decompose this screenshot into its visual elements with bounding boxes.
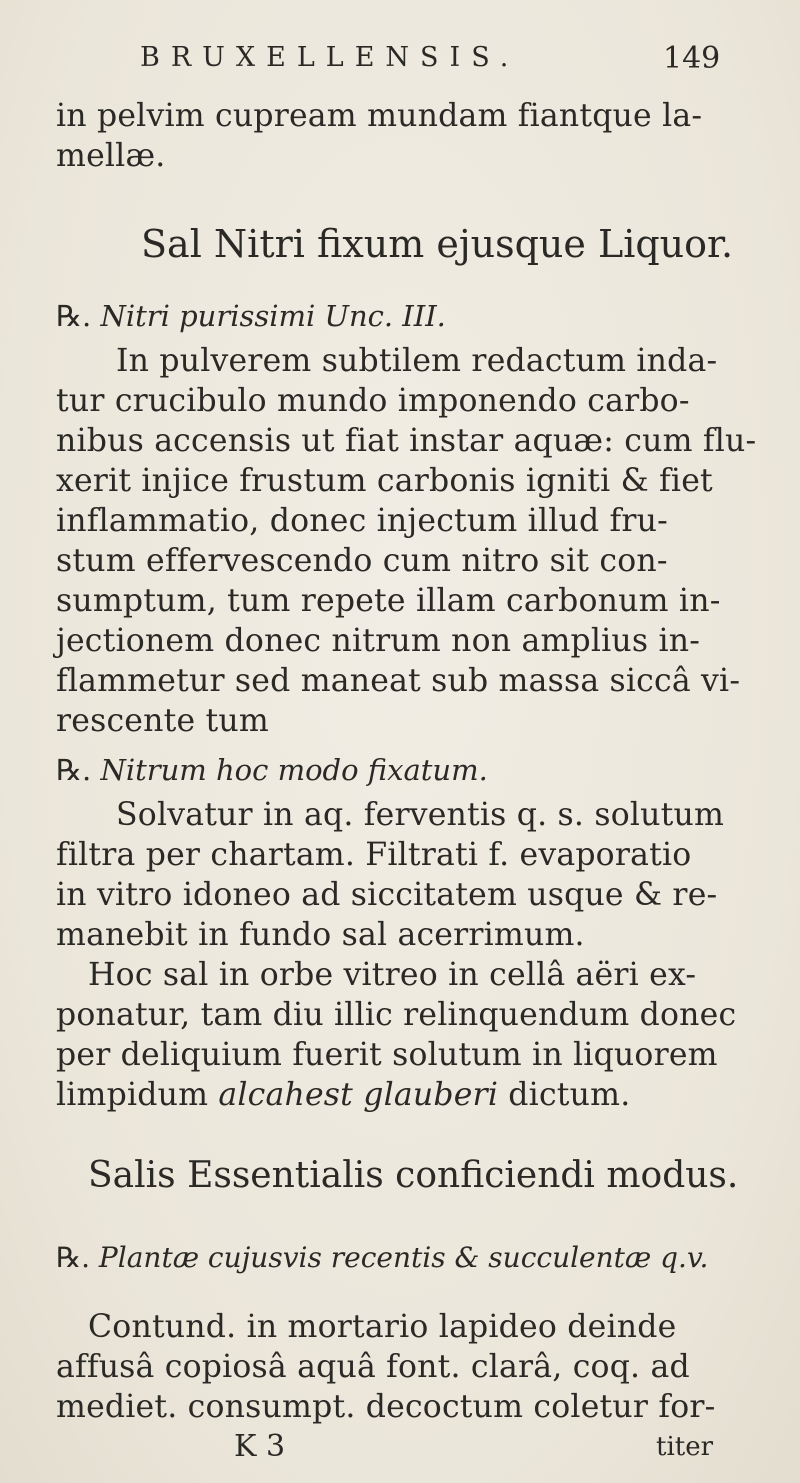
- text-line: nibus accensis ut fiat instar aquæ: cum flu-: [56, 423, 757, 459]
- text-line: filtra per chartam. Filtrati f. evaporatio: [56, 837, 692, 873]
- recipe-symbol: ℞.: [56, 299, 92, 333]
- text-line: [56, 1077, 631, 1113]
- recipe-line: [56, 1241, 709, 1274]
- text-line: Hoc sal in orbe vitreo in cellâ aëri ex-: [88, 957, 697, 993]
- text-line: mellæ.: [56, 138, 166, 174]
- text-line: sumptum, tum repete illam carbonum in-: [56, 583, 721, 619]
- recipe-text: Nitrum hoc modo fixatum.: [100, 753, 488, 787]
- recipe-symbol: ℞.: [56, 753, 92, 787]
- recipe-line: [56, 753, 488, 787]
- text-line: Contund. in mortario lapideo deinde: [88, 1309, 677, 1345]
- recipe-text: Nitri purissimi Unc. III.: [100, 299, 446, 333]
- text-line: tur crucibulo mundo imponendo carbo-: [56, 383, 690, 419]
- text-line: Solvatur in aq. ferventis q. s. solutum: [116, 797, 725, 833]
- text-line: stum effervescendo cum nitro sit con-: [56, 543, 668, 579]
- text-line: mediet. consumpt. decoctum coletur for-: [56, 1389, 716, 1425]
- italic-term: alcahest glauberi: [218, 1077, 499, 1113]
- text-fragment: limpidum: [56, 1077, 219, 1113]
- text-line: ponatur, tam diu illic relinquendum donec: [56, 997, 737, 1033]
- text-fragment: dictum.: [498, 1077, 631, 1113]
- text-line: jectionem donec nitrum non amplius in-: [56, 623, 701, 659]
- recipe-text: Plantæ cujusvis recentis & succulentæ q.v.: [98, 1241, 709, 1274]
- text-line: xerit injice frustum carbonis igniti & fiet: [56, 463, 713, 499]
- text-line: inflammatio, donec injectum illud fru-: [56, 503, 669, 539]
- text-line: rescente tum: [56, 703, 269, 739]
- page-number: 149: [663, 41, 721, 76]
- text-line: affusâ copiosâ aquâ font. clarâ, coq. ad: [56, 1349, 690, 1385]
- text-line: in vitro idoneo ad siccitatem usque & re-: [56, 877, 718, 913]
- text-line: flammetur sed maneat sub massa siccâ vi-: [56, 663, 741, 699]
- signature-mark: K 3: [234, 1429, 286, 1464]
- text-line: manebit in fundo sal acerrimum.: [56, 917, 585, 953]
- running-head: BRUXELLENSIS.: [140, 42, 520, 73]
- text-line: in pelvim cupream mundam fiantque la-: [56, 98, 703, 134]
- section-heading: Salis Essentialis conficiendi modus.: [88, 1155, 739, 1196]
- recipe-line: [56, 299, 446, 333]
- text-line: In pulverem subtilem redactum inda-: [116, 343, 718, 379]
- text-line: per deliquium fuerit solutum in liquorem: [56, 1037, 718, 1073]
- recipe-symbol: ℞.: [56, 1241, 91, 1274]
- catchword: titer: [656, 1432, 714, 1462]
- section-heading: Sal Nitri fixum ejusque Liquor.: [141, 222, 734, 266]
